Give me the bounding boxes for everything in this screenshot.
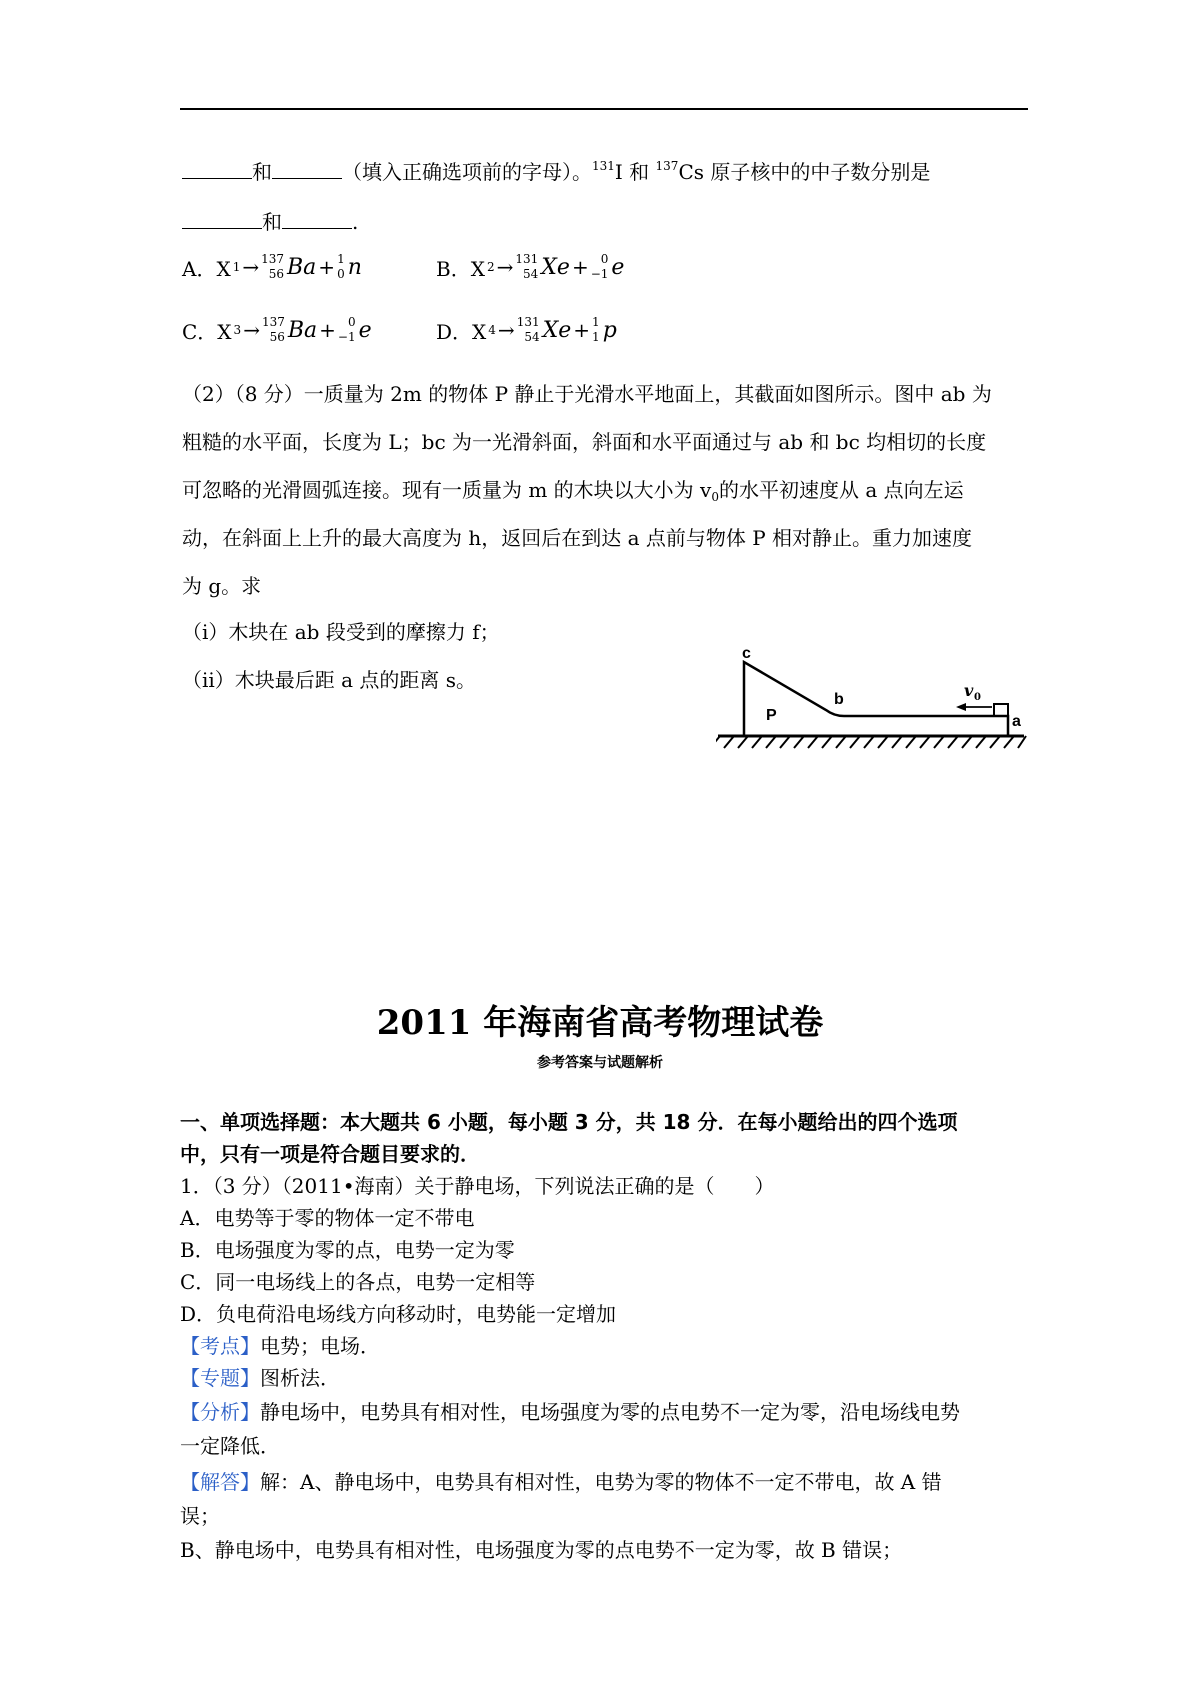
header-rule: [180, 108, 1028, 110]
label-v-sub: 0: [974, 692, 981, 703]
answer-blank: [182, 210, 262, 229]
small-block: [994, 704, 1008, 716]
section-heading-line-1: 一、单项选择题：本大题共 6 小题，每小题 3 分，共 18 分．在每小题给出的四个选项: [180, 1110, 958, 1134]
blank-line-2: 和 .: [182, 206, 358, 235]
problem-line-1: （2）（8 分）一质量为 2m 的物体 P 静止于光滑水平地面上，其截面如图所示。图中 ab 为: [182, 382, 992, 406]
option-b: B．X 2 → 131 54 Xe + 0 −1 e: [436, 252, 625, 281]
problem-line-4: 动，在斜面上上升的最大高度为 h，返回后在到达 a 点前与物体 P 相对静止。重力加速度: [182, 526, 973, 550]
jieda-line: 【解答】解：A、静电场中，电势具有相对性，电势为零的物体不一定不带电，故 A 错: [180, 1470, 942, 1494]
answer-title: 2011 年海南省高考物理试卷: [376, 1003, 824, 1043]
question-i: （i）木块在 ab 段受到的摩擦力 f；: [182, 620, 500, 644]
question-1-option-a: A．电势等于零的物体一定不带电: [180, 1206, 475, 1230]
arrowhead: [956, 703, 966, 711]
label-a: a: [1012, 713, 1021, 730]
answer-blank: [182, 160, 252, 179]
zhuanti-tag: 【专题】: [180, 1366, 260, 1390]
question-1-stem: 1．（3 分）（2011•海南）关于静电场，下列说法正确的是（ ）: [180, 1174, 775, 1198]
label-p: P: [766, 707, 777, 724]
jieda-tag: 【解答】: [180, 1470, 260, 1494]
option-c: C．X 3 → 137 56 Ba + 0 −1 e: [182, 315, 372, 344]
ground-hatching: [716, 736, 1026, 748]
label-c: c: [742, 645, 751, 662]
option-d: D．X 4 → 131 54 Xe + 1 1 p: [436, 315, 617, 344]
problem-line-3: 可忽略的光滑圆弧连接。现有一质量为 m 的木块以大小为 $v_0$的水平初速度从 a 点向左运: [182, 478, 964, 504]
jieda-line-3: B、静电场中，电势具有相对性，电场强度为零的点电势不一定为零，故 B 错误；: [180, 1538, 903, 1562]
zhuanti-line: 【专题】图析法．: [180, 1366, 340, 1390]
section-heading-line-2: 中，只有一项是符合题目要求的．: [180, 1142, 480, 1166]
blank-line-1: 和 （填入正确选项前的字母）。$^{131}$I 和 $^{137}$Cs 原子核中的中子数分别是: [182, 156, 930, 185]
label-b: b: [834, 691, 844, 708]
answer-subtitle: 参考答案与试题解析: [537, 1055, 663, 1071]
fenxi-tag: 【分析】: [180, 1400, 260, 1424]
kaodian-tag: 【考点】: [180, 1334, 260, 1358]
answer-blank: [272, 160, 342, 179]
problem-line-5: 为 g。求: [182, 574, 262, 598]
fenxi-line-2: 一定降低．: [180, 1434, 280, 1458]
question-1-option-b: B．电场强度为零的点，电势一定为零: [180, 1238, 515, 1262]
question-1-option-d: D．负电荷沿电场线方向移动时，电势能一定增加: [180, 1302, 617, 1326]
jieda-line-2: 误；: [180, 1504, 220, 1528]
answer-blank: [282, 210, 352, 229]
question-ii: （ii）木块最后距 a 点的距离 s。: [182, 668, 477, 692]
kaodian-line: 【考点】电势；电场．: [180, 1334, 380, 1358]
incline-block-diagram: [716, 642, 1028, 754]
question-1-option-c: C．同一电场线上的各点，电势一定相等: [180, 1270, 536, 1294]
label-v: v: [964, 681, 974, 700]
problem-line-2: 粗糙的水平面，长度为 L；bc 为一光滑斜面，斜面和水平面通过与 ab 和 bc 均相切的长度: [182, 430, 987, 454]
option-a: A．X 1 → 137 56 Ba + 1 0 n: [182, 252, 362, 281]
fenxi-line: 【分析】静电场中，电势具有相对性，电场强度为零的点电势不一定为零，沿电场线电势: [180, 1400, 960, 1424]
